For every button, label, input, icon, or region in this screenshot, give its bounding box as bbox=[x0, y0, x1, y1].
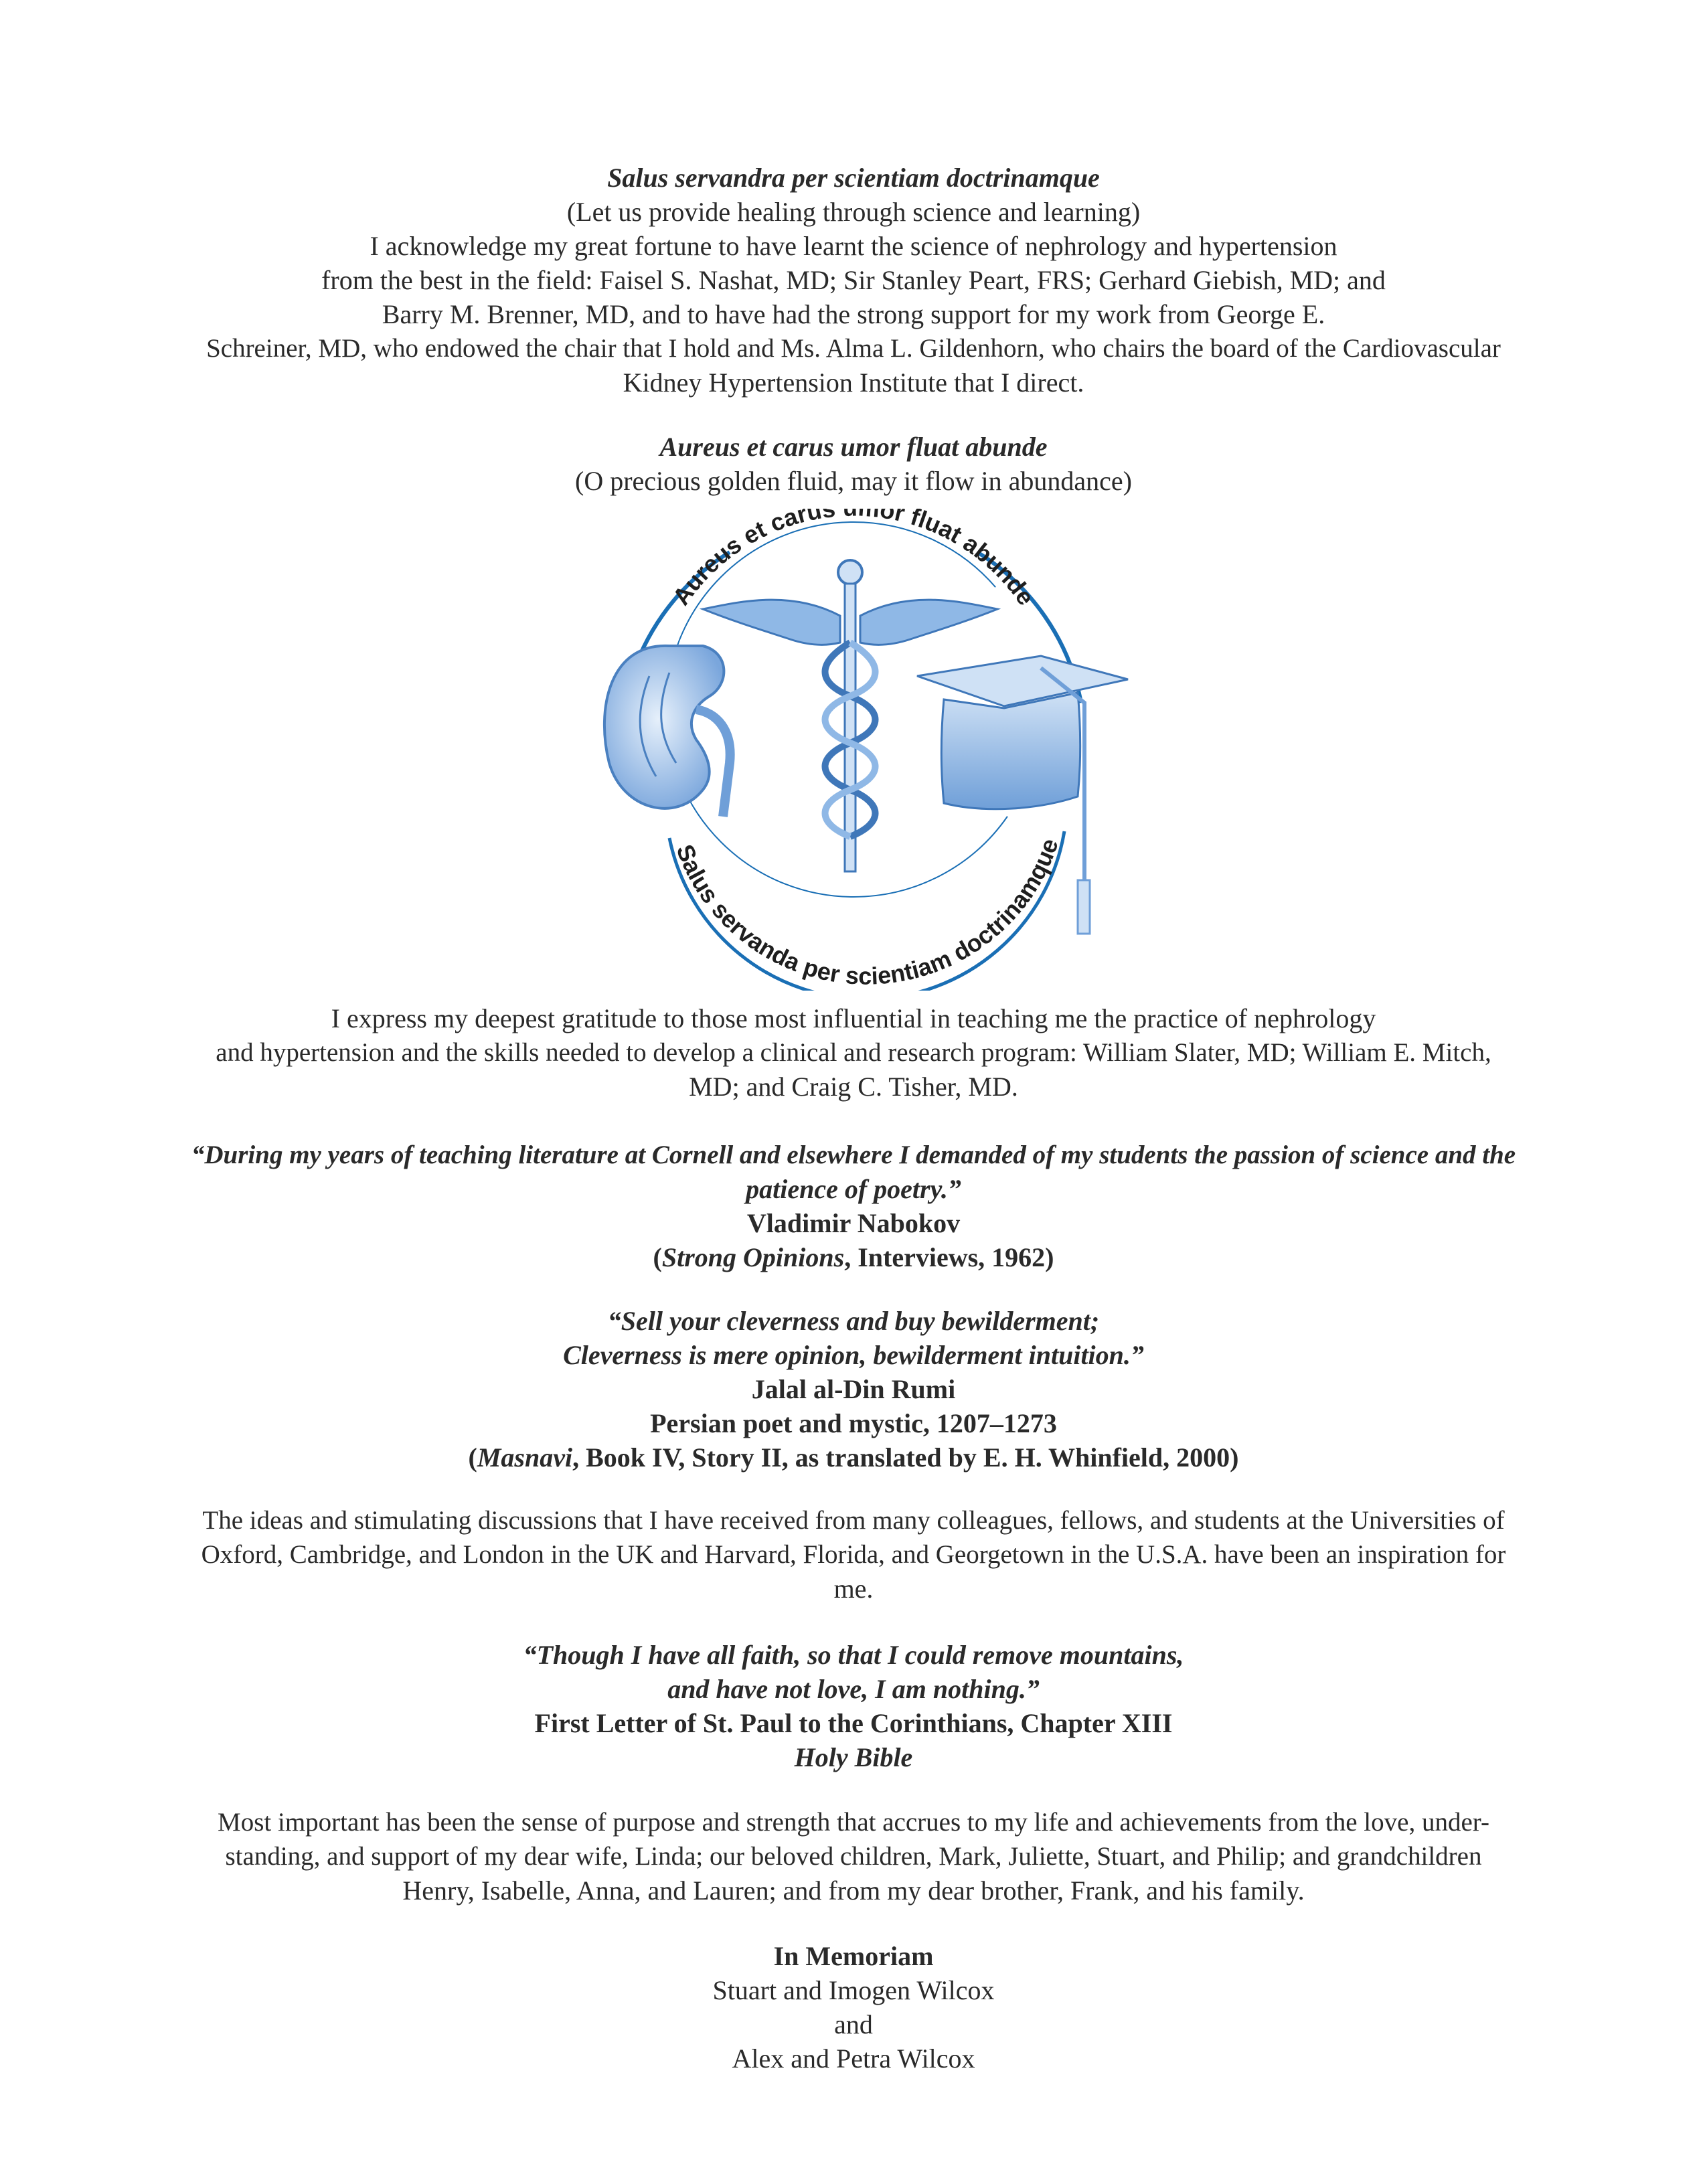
ack3-line: me. bbox=[833, 1574, 874, 1604]
ack4-line: Henry, Isabelle, Anna, and Lauren; and from my dear brother, Frank, and his family. bbox=[402, 1875, 1305, 1906]
ack1-line: Kidney Hypertension Institute that I direct. bbox=[623, 367, 1084, 398]
ack1-line: Barry M. Brenner, MD, and to have had the strong support for my work from George E. bbox=[382, 299, 1325, 329]
ack1-line: I acknowledge my great fortune to have learnt the science of nephrology and hypertension bbox=[370, 231, 1337, 261]
quote-source: (Masnavi, Book IV, Story II, as translated by E. H. Whinfield, 2000) bbox=[468, 1442, 1239, 1473]
ack4-line: Most important has been the sense of purpose and strength that accrues to my life and achievements from the love, under- bbox=[218, 1808, 1489, 1837]
emblem-top-text: Aureus et carus or fluat abunde bbox=[667, 509, 1040, 610]
ack1-line: from the best in the field: Faisel S. Nashat, MD; Sir Stanley Peart, FRS; Gerhard Giebish, MD; and bbox=[321, 265, 1386, 295]
ack1-line: Schreiner, MD, who endowed the chair that I hold and Ms. Alma L. Gildenhorn, who chairs the board of the Cardiovascular bbox=[206, 334, 1501, 363]
memoriam-name: and bbox=[834, 2009, 873, 2039]
quote-source: First Letter of St. Paul to the Corinthians, Chapter XIII bbox=[534, 1708, 1173, 1738]
memoriam-block bbox=[161, 1939, 1546, 2076]
ack4-line: standing, and support of my dear wife, Linda; our beloved children, Mark, Juliette, Stuart, and Philip; and grandchildren bbox=[225, 1842, 1482, 1871]
ack2-line: I express my deepest gratitude to those most influential in teaching me the practice of nephrology bbox=[331, 1003, 1376, 1033]
quote-author: Jalal al-Din Rumi bbox=[751, 1374, 956, 1404]
quote-text-line: “Though I have all faith, so that I could remove mountains, bbox=[523, 1640, 1184, 1670]
motto-latin-1: Salus servandra per scientiam doctrinamque bbox=[607, 163, 1100, 193]
quote-source-title: Strong Opinions bbox=[661, 1242, 845, 1272]
motto-latin-2: Aureus et carus umor fluat abunde bbox=[659, 432, 1048, 462]
quote-block-rumi bbox=[161, 1304, 1546, 1475]
motto-translation-2: (O precious golden fluid, may it flow in abundance) bbox=[575, 466, 1132, 496]
quote-author: Vladimir Nabokov bbox=[746, 1208, 961, 1238]
ack2-line: MD; and Craig C. Tisher, MD. bbox=[689, 1072, 1018, 1102]
quote-source-title: Masnavi bbox=[477, 1442, 573, 1473]
institute-emblem bbox=[569, 509, 1138, 991]
quote-text-line: “Sell your cleverness and buy bewilderment; bbox=[607, 1306, 1100, 1336]
motto-block-1 bbox=[161, 161, 1546, 400]
quote-text-line: “During my years of teaching literature at Cornell and elsewhere I demanded of my students the passion of science and the bbox=[191, 1141, 1516, 1169]
quote-source: (Strong Opinions, Interviews, 1962) bbox=[653, 1242, 1054, 1272]
ack3-line: The ideas and stimulating discussions that I have received from many colleagues, fellows, and students at the Universities of bbox=[202, 1506, 1505, 1535]
quote-text-line: patience of poetry.” bbox=[746, 1174, 961, 1204]
quote-text-line: Cleverness is mere opinion, bewilderment intuition.” bbox=[563, 1340, 1144, 1370]
memoriam-name: Alex and Petra Wilcox bbox=[732, 2043, 975, 2074]
ack2-line: and hypertension and the skills needed to develop a clinical and research program: William Slater, MD; William E. Mitch, bbox=[216, 1038, 1491, 1067]
kidney-icon bbox=[604, 646, 730, 817]
quote-text-line: and have not love, I am nothing.” bbox=[667, 1674, 1040, 1704]
motto-translation-1: (Let us provide healing through science and learning) bbox=[566, 197, 1141, 227]
memoriam-heading: In Memoriam bbox=[773, 1941, 934, 1971]
ack-block-4 bbox=[161, 1805, 1546, 1908]
quote-block-nabokov bbox=[161, 1138, 1546, 1274]
quote-author-description: Persian poet and mystic, 1207–1273 bbox=[650, 1408, 1057, 1438]
ack-block-3 bbox=[161, 1503, 1546, 1606]
emblem-bottom-text: Salus servanda per scientiam doctrinamque bbox=[671, 835, 1064, 990]
motto-block-2 bbox=[161, 430, 1546, 498]
ack-block-2 bbox=[161, 1001, 1546, 1104]
quote-book: Holy Bible bbox=[794, 1742, 913, 1772]
quote-block-corinthians bbox=[161, 1638, 1546, 1774]
memoriam-name: Stuart and Imogen Wilcox bbox=[712, 1975, 995, 2005]
ack3-line: Oxford, Cambridge, and London in the UK and Harvard, Florida, and Georgetown in the U.S.A. have been an inspiration for bbox=[201, 1540, 1506, 1569]
